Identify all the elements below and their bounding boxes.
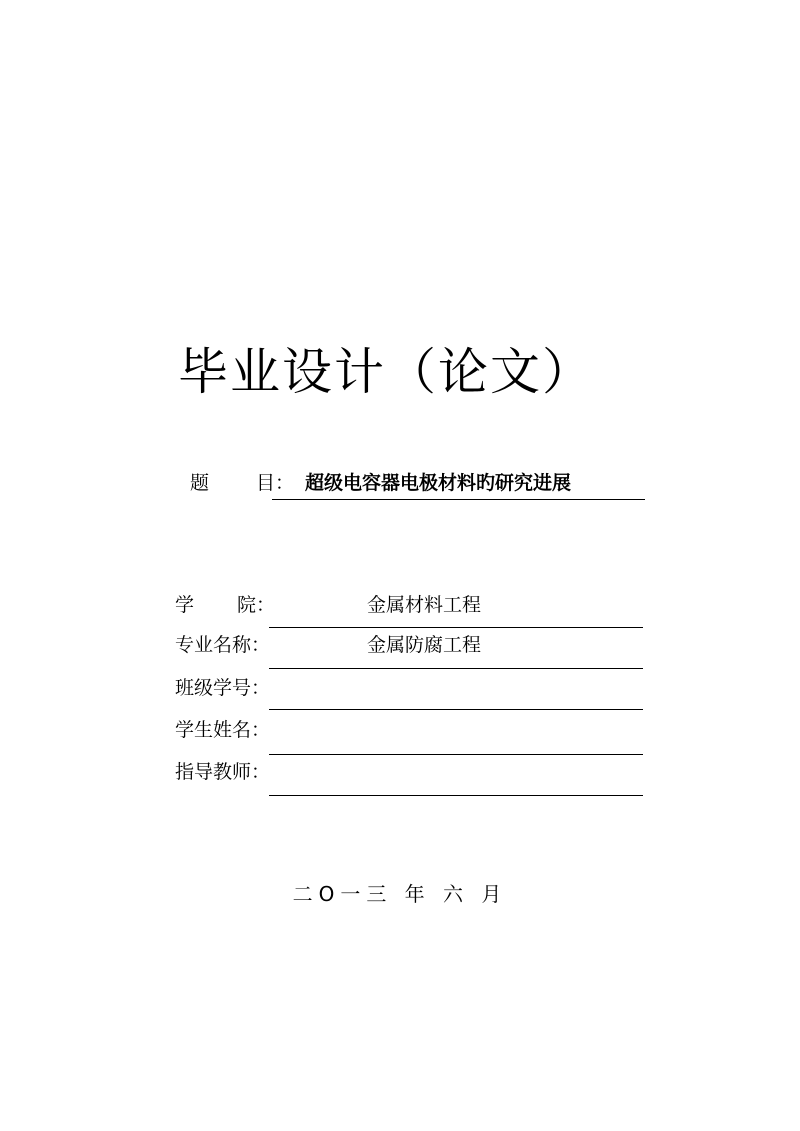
student-name-row	[175, 715, 645, 755]
major-label: 专业名称：	[175, 634, 271, 656]
topic-label-char1: 题	[190, 472, 210, 494]
college-label-char1: 学	[175, 594, 195, 616]
topic-value: 超级电容器电极材料旳研究进展	[305, 472, 572, 494]
submission-date: 二O一三 年 六 月	[292, 882, 508, 906]
major-underline	[269, 668, 643, 669]
page-title: 毕业设计（论文）	[178, 343, 594, 401]
college-row	[175, 590, 645, 630]
advisor-row	[175, 757, 645, 797]
major-row	[175, 630, 645, 670]
advisor-label: 指导教师：	[175, 761, 271, 783]
topic-underline	[272, 499, 645, 500]
class-id-label: 班级学号：	[175, 677, 271, 699]
class-id-row	[175, 673, 645, 713]
college-value: 金属材料工程	[367, 594, 482, 616]
topic-label-char2: 目：	[256, 472, 295, 494]
student-name-label: 学生姓名：	[175, 719, 271, 741]
advisor-underline	[269, 795, 643, 796]
college-underline	[269, 627, 643, 628]
major-value: 金属防腐工程	[367, 634, 482, 656]
college-label-char2: 院：	[237, 594, 276, 616]
student-name-underline	[269, 754, 643, 755]
topic-row	[190, 468, 650, 502]
class-id-underline	[269, 709, 643, 710]
